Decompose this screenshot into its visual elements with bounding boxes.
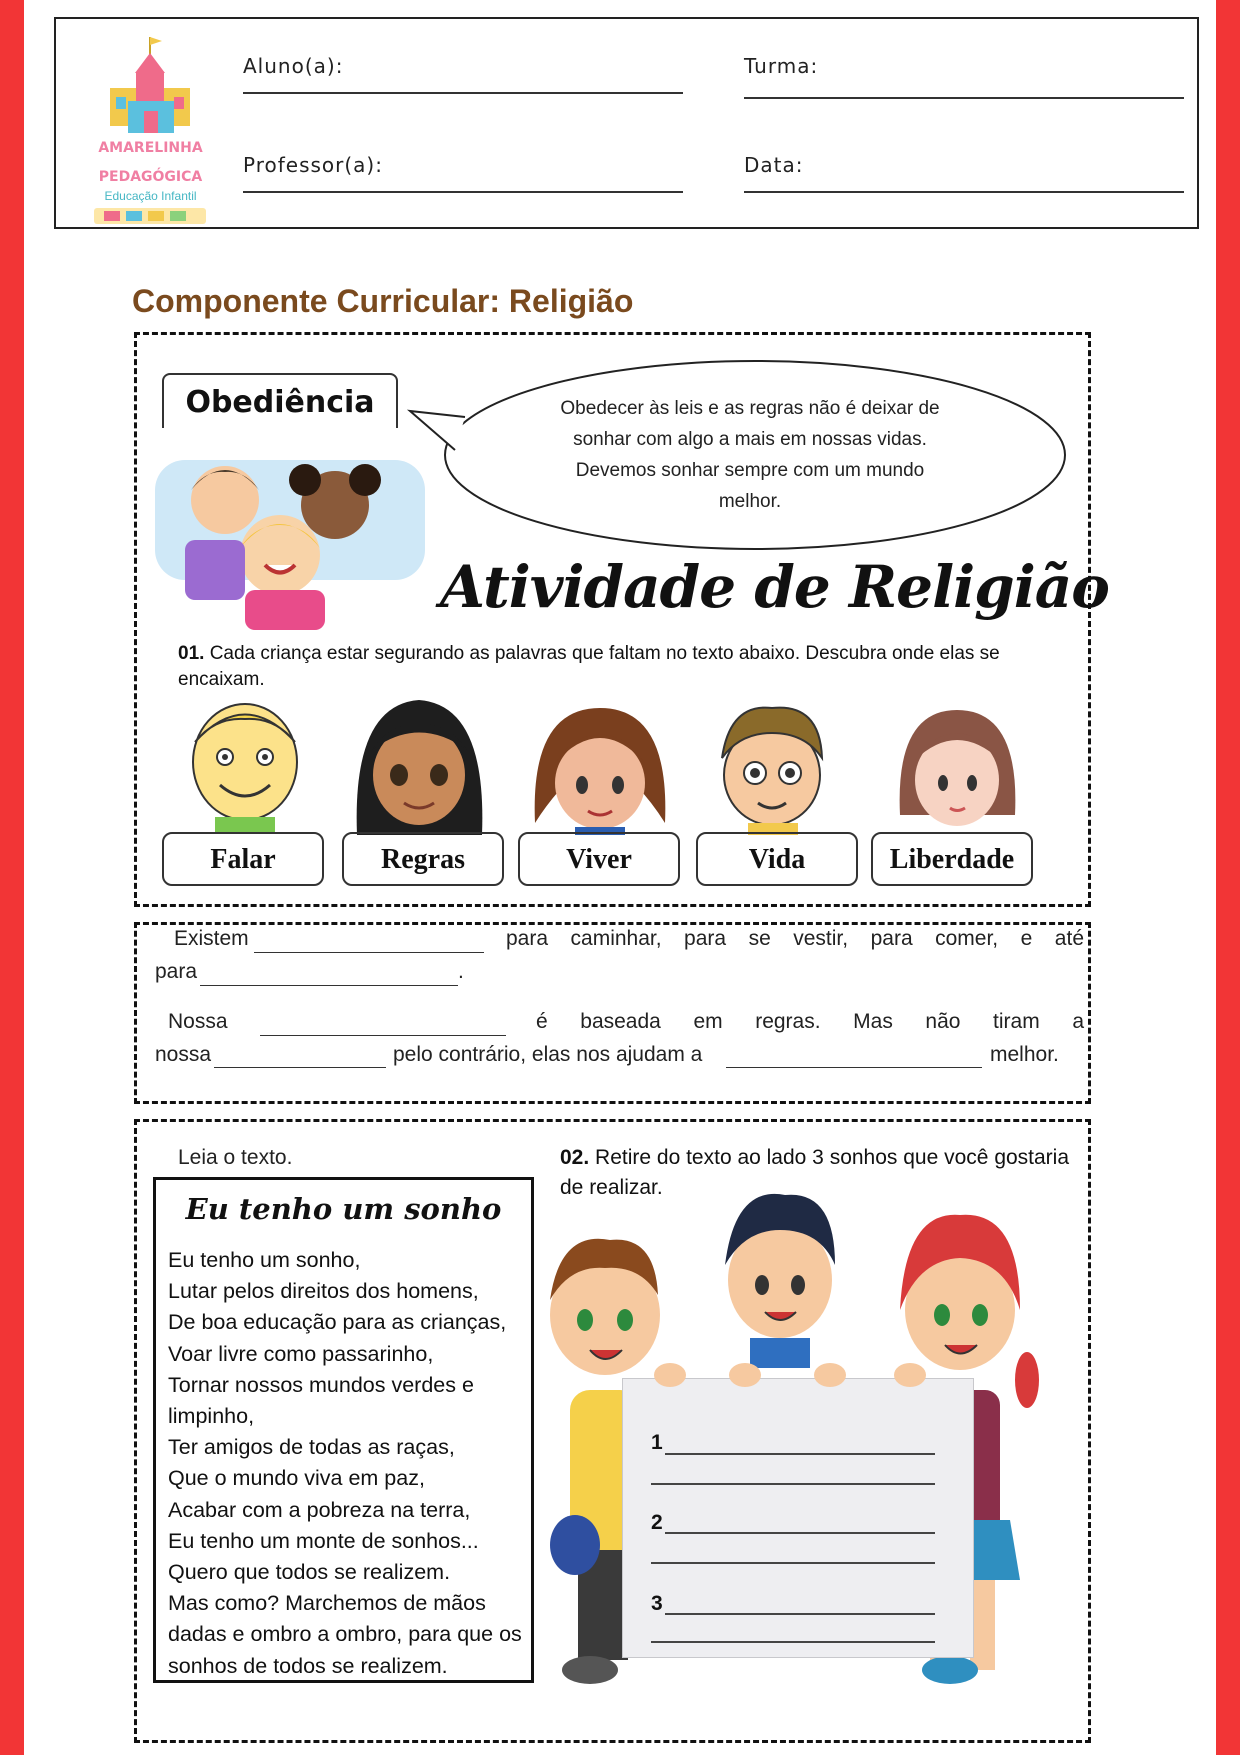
poem-line: Eu tenho um sonho, bbox=[168, 1248, 361, 1272]
blank-2[interactable] bbox=[200, 985, 458, 986]
hands-on-board bbox=[650, 1360, 990, 1390]
auburn-hair-girl-face bbox=[895, 705, 1020, 835]
answer-board bbox=[622, 1378, 974, 1658]
bubble-text bbox=[540, 393, 960, 517]
student-info-header bbox=[54, 17, 1199, 229]
poem-line: Tornar nossos mundos verdes e bbox=[168, 1372, 474, 1397]
answer-line-3a[interactable] bbox=[665, 1613, 935, 1615]
question-01 bbox=[178, 641, 1068, 693]
bubble-line: Devemos sonhar sempre com um mundo bbox=[575, 460, 925, 481]
page-title: Componente Curricular: Religião bbox=[132, 283, 634, 319]
amarelinha-logo bbox=[88, 33, 213, 213]
blank-5[interactable] bbox=[726, 1067, 982, 1068]
hopscotch-icon bbox=[94, 206, 206, 226]
blond-boy-face bbox=[185, 697, 305, 832]
turma-label: Turma: bbox=[744, 54, 819, 78]
answer-line-3b[interactable] bbox=[651, 1641, 935, 1643]
data-label: Data: bbox=[744, 153, 804, 177]
logo-line2: PEDAGÓGICA bbox=[98, 169, 203, 185]
poem-line: Lutar pelos direitos dos homens, bbox=[168, 1279, 479, 1304]
poem-title: Eu tenho um sonho bbox=[185, 1192, 502, 1226]
castle-icon bbox=[88, 33, 213, 143]
professor-label: Professor(a): bbox=[243, 153, 383, 177]
question-01-number: 01. bbox=[178, 643, 205, 664]
answer-line-1a[interactable] bbox=[665, 1453, 935, 1455]
blank-4[interactable] bbox=[214, 1067, 386, 1068]
fill-line3-end: é baseada em regras. Mas não tiram a bbox=[536, 1010, 1084, 1033]
poem-line: Acabar com a pobreza na terra, bbox=[168, 1497, 471, 1522]
brown-hair-girl-face bbox=[530, 703, 670, 835]
fill-line4-start: nossa bbox=[155, 1043, 212, 1066]
logo-line1: AMARELINHA bbox=[98, 140, 203, 156]
word-card-liberdade: Liberdade bbox=[871, 832, 1033, 886]
poem-line: Mas como? Marchemos de mãos bbox=[168, 1591, 486, 1616]
fill-line2-period: . bbox=[458, 960, 464, 983]
logo-line3: Educação Infantil bbox=[104, 189, 197, 203]
aluno-input-line[interactable] bbox=[243, 92, 683, 94]
data-input-line[interactable] bbox=[744, 191, 1184, 193]
poem-line: Voar livre como passarinho, bbox=[168, 1341, 434, 1366]
turma-input-line[interactable] bbox=[744, 97, 1184, 99]
read-text-label: Leia o texto. bbox=[178, 1146, 293, 1169]
dark-hair-girl-face bbox=[352, 695, 487, 835]
fill-line1-start: Existem bbox=[174, 927, 249, 950]
answer-line-2b[interactable] bbox=[651, 1562, 935, 1564]
question-02-number: 02. bbox=[560, 1146, 590, 1169]
answer-number-3: 3 bbox=[651, 1592, 663, 1615]
poem-line: dadas e ombro a ombro, para que os bbox=[168, 1622, 522, 1647]
fill-line3-start: Nossa bbox=[168, 1010, 228, 1033]
right-red-border bbox=[1216, 0, 1240, 1755]
word-card-viver: Viver bbox=[518, 832, 680, 886]
activity-title: Atividade de Religião bbox=[440, 553, 1109, 621]
answer-line-2a[interactable] bbox=[665, 1532, 935, 1534]
left-red-border bbox=[0, 0, 24, 1755]
poem-box bbox=[153, 1177, 534, 1683]
blank-3[interactable] bbox=[260, 1035, 506, 1036]
question-02-text: Retire do texto ao lado 3 sonhos que você gostaria de realizar. bbox=[560, 1146, 1070, 1199]
children-group-illustration bbox=[155, 430, 425, 630]
poem-text bbox=[168, 1245, 528, 1682]
bubble-line: Obedecer às leis e as regras não é deixar de bbox=[560, 398, 940, 419]
answer-line-1b[interactable] bbox=[651, 1483, 935, 1485]
bubble-line: melhor. bbox=[718, 491, 782, 512]
poem-line: sonhos de todos se realizem. bbox=[168, 1653, 448, 1678]
blank-1[interactable] bbox=[254, 952, 484, 953]
poem-line: De boa educação para as crianças, bbox=[168, 1310, 507, 1335]
poem-line: Ter amigos de todas as raças, bbox=[168, 1435, 455, 1460]
poem-line: limpinho, bbox=[168, 1404, 255, 1429]
answer-number-2: 2 bbox=[651, 1511, 663, 1534]
aluno-label: Aluno(a): bbox=[243, 54, 344, 78]
question-01-text: Cada criança estar segurando as palavras que faltam no texto abaixo. Descubra onde elas se encaixam. bbox=[178, 643, 1000, 690]
poem-line: Que o mundo viva em paz, bbox=[168, 1466, 425, 1491]
curly-boy-face bbox=[710, 703, 835, 835]
obediencia-tab: Obediência bbox=[162, 373, 398, 428]
bubble-line: sonhar com algo a mais em nossas vidas. bbox=[573, 429, 927, 450]
poem-line: Quero que todos se realizem. bbox=[168, 1560, 451, 1585]
answer-number-1: 1 bbox=[651, 1431, 663, 1454]
word-card-vida: Vida bbox=[696, 832, 858, 886]
fill-line4-end: melhor. bbox=[990, 1043, 1059, 1066]
word-card-falar: Falar bbox=[162, 832, 324, 886]
fill-line2-start: para bbox=[155, 960, 198, 983]
professor-input-line[interactable] bbox=[243, 191, 683, 193]
fill-line1-end: para caminhar, para se vestir, para comer, e até bbox=[506, 927, 1084, 950]
poem-line: Eu tenho um monte de sonhos... bbox=[168, 1528, 479, 1553]
word-card-regras: Regras bbox=[342, 832, 504, 886]
fill-line4-middle: pelo contrário, elas nos ajudam a bbox=[393, 1043, 703, 1066]
